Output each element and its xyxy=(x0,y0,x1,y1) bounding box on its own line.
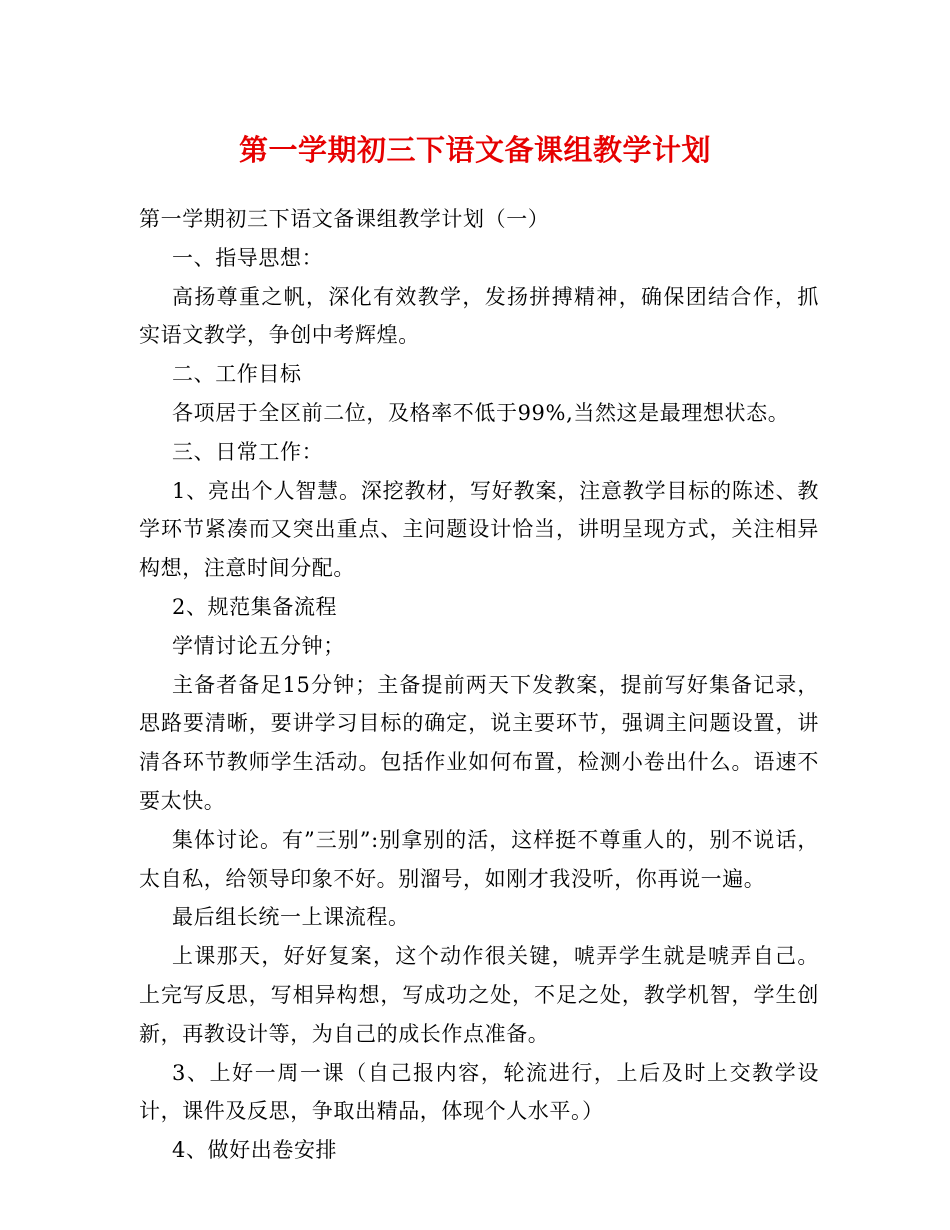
paragraph-leader-process: 最后组长统一上课流程。 xyxy=(172,905,410,930)
subtitle-paragraph: 第一学期初三下语文备课组教学计划（一） xyxy=(139,207,550,231)
section-heading-work-goal: 二、工作目标 xyxy=(172,362,302,387)
paragraph-guiding-thought: 高扬尊重之帆，深化有效教学，发扬拼搏精神，确保团结合作，抓实语文教学，争创中考辉煌。 xyxy=(139,284,819,348)
paragraph-class-day: 上课那天，好好复案，这个动作很关键，唬弄学生就是唬弄自己。上完写反思，写相异构想，写成功之处，不足之处，教学机智，学生创新，再教设计等，为自己的成长作点准备。 xyxy=(139,944,819,1046)
paragraph-item-3: 3、上好一周一课（自己报内容，轮流进行，上后及时上交教学设计，课件及反思，争取出精品，体现个人水平。） xyxy=(139,1060,819,1124)
section-heading-daily-work: 三、日常工作： xyxy=(172,439,324,464)
paragraph-work-goal: 各项居于全区前二位，及格率不低于99%,当然这是最理想状态。 xyxy=(172,400,790,425)
paragraph-item-2: 2、规范集备流程 xyxy=(172,594,338,619)
paragraph-item-4: 4、做好出卷安排 xyxy=(172,1138,338,1163)
paragraph-main-prep: 主备者备足15分钟；主备提前两天下发教案，提前写好集备记录，思路要清晰，要讲学习目标的确定，说主要环节，强调主问题设置，讲清各环节教师学生活动。包括作业如何布置，检测小卷出什么。语速不要太快。 xyxy=(139,672,819,813)
document-body xyxy=(139,200,819,1170)
section-heading-guiding-thought: 一、指导思想： xyxy=(172,245,324,270)
paragraph-item-1: 1、亮出个人智慧。深挖教材，写好教案，注意教学目标的陈述、教学环节紧凑而又突出重点、主问题设计恰当，讲明呈现方式，关注相异构想，注意时间分配。 xyxy=(139,478,819,581)
paragraph-group-discussion: 集体讨论。有”三别”:别拿别的活，这样挺不尊重人的，别不说话，太自私，给领导印象不好。别溜号，如刚才我没听，你再说一遍。 xyxy=(139,827,819,891)
paragraph-discussion: 学情讨论五分钟； xyxy=(172,633,345,658)
document-title: 第一学期初三下语文备课组教学计划 xyxy=(238,133,711,167)
